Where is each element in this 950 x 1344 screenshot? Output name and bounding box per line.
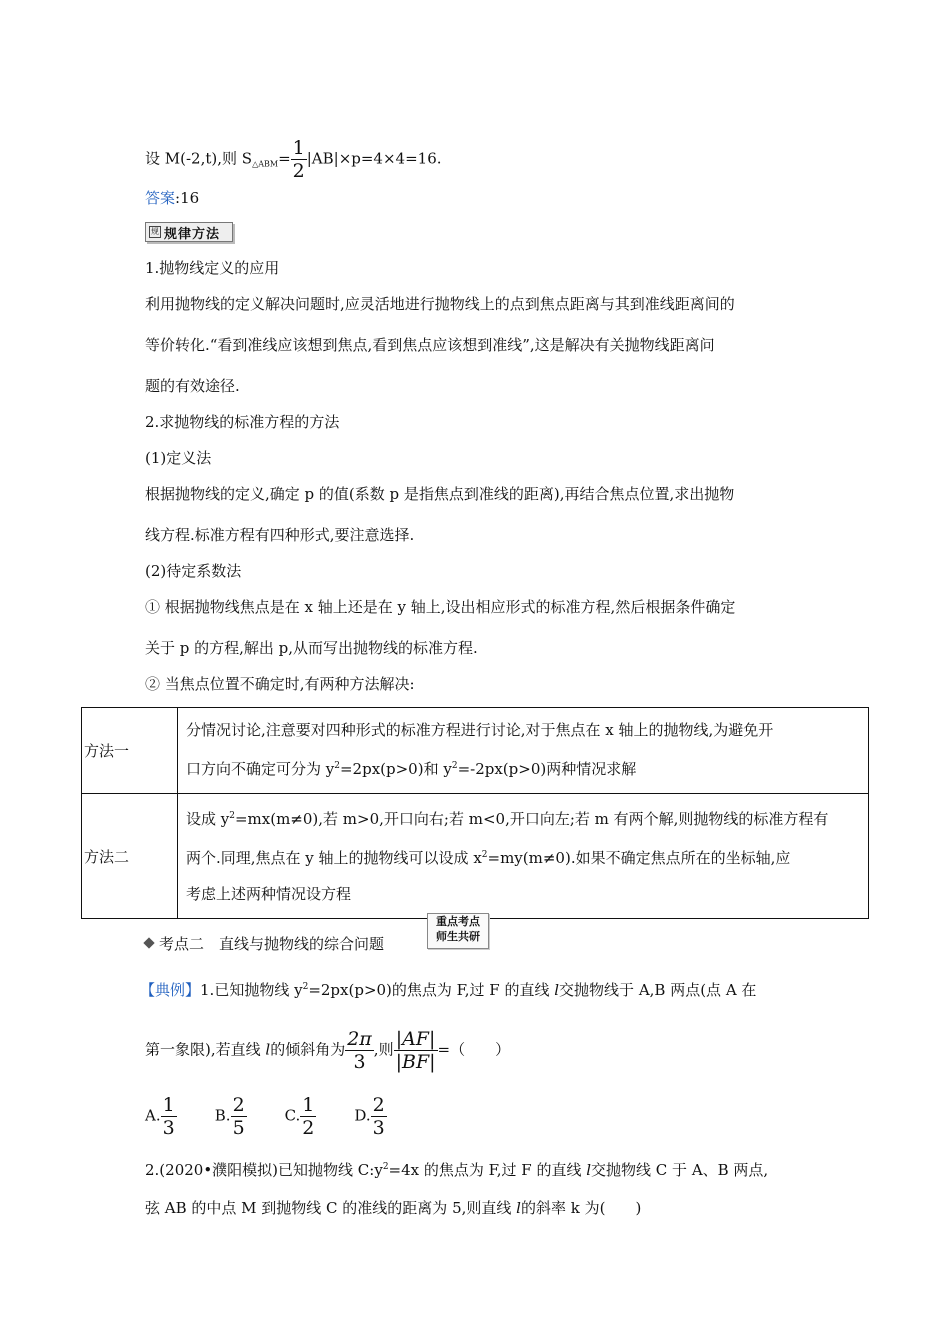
method-two-label: 方法二 bbox=[82, 794, 178, 919]
text-part: 口方向不确定可分为 y bbox=[186, 760, 335, 778]
answer-value: :16 bbox=[175, 189, 200, 207]
method-tag-icon: 规 bbox=[151, 227, 159, 236]
solution-suffix: |AB|×p=4×4=16. bbox=[306, 149, 442, 168]
fraction-denominator: 3 bbox=[372, 1117, 385, 1139]
line-l: l bbox=[554, 981, 560, 999]
fraction-denominator: 2 bbox=[292, 160, 305, 182]
methods-table bbox=[81, 707, 869, 919]
paragraph: 利用抛物线的定义解决问题时,应灵活地进行抛物线上的点到焦点距离与其到准线距离间的 bbox=[145, 295, 735, 313]
line-l: l bbox=[265, 1040, 271, 1059]
paragraph: (1)定义法 bbox=[145, 449, 212, 467]
fraction-numerator: 2π bbox=[347, 1028, 372, 1050]
option-fraction bbox=[300, 1094, 316, 1139]
method-one-line1: 分情况讨论,注意要对四种形式的标准方程进行讨论,对于焦点在 x 轴上的抛物线,为避免开 bbox=[186, 721, 774, 739]
angle-fraction bbox=[345, 1028, 374, 1073]
answer-line bbox=[145, 188, 199, 208]
text-part: =mx(m≠0),若 m>0,开口向右;若 m<0,开口向左;若 m 有两个解,则抛物线的标准方程有 bbox=[234, 810, 829, 828]
section-heading bbox=[145, 933, 384, 954]
paragraph: ① 根据抛物线焦点是在 x 轴上还是在 y 轴上,设出相应形式的标准方程,然后根据条件确定 bbox=[145, 598, 736, 616]
paragraph: 题的有效途径. bbox=[145, 377, 240, 395]
badge-line1: 重点考点 bbox=[436, 915, 480, 928]
superscript: 2 bbox=[229, 811, 235, 821]
solution-line bbox=[145, 137, 442, 182]
text-part: 弦 AB 的中点 M 到抛物线 C 的准线的距离为 5,则直线 bbox=[145, 1199, 517, 1217]
method-two-line2 bbox=[186, 837, 860, 876]
options-line bbox=[145, 1094, 419, 1139]
table-row bbox=[82, 794, 869, 919]
paragraph: 根据抛物线的定义,确定 p 的值(系数 p 是指焦点到准线的距离),再结合焦点位置,求出抛物 bbox=[145, 485, 735, 503]
text-part: 设成 y bbox=[186, 810, 230, 828]
text-part: 第一象限),若直线 bbox=[145, 1040, 266, 1059]
fraction-numerator: 1 bbox=[302, 1094, 315, 1116]
fraction-denominator: 3 bbox=[353, 1051, 366, 1073]
solution-prefix: 设 M(-2,t),则 S bbox=[145, 149, 253, 168]
option-label: A. bbox=[145, 1106, 161, 1125]
text-part: =-2px(p>0)两种情况求解 bbox=[457, 760, 637, 778]
method-one-label: 方法一 bbox=[82, 708, 178, 794]
text-part: =2px(p>0)的焦点为 F,过 F 的直线 bbox=[308, 981, 555, 999]
fraction-denominator: 3 bbox=[162, 1117, 175, 1139]
option-label: C. bbox=[284, 1106, 301, 1125]
text-part: 1.已知抛物线 y bbox=[200, 981, 303, 999]
fraction-denominator: |BF| bbox=[395, 1051, 436, 1073]
method-two-line3: 考虑上述两种情况设方程 bbox=[186, 885, 352, 903]
option-b[interactable] bbox=[215, 1094, 280, 1139]
paragraph: 1.抛物线定义的应用 bbox=[145, 259, 280, 277]
text-part: 2.(2020•濮阳模拟)已知抛物线 C:y bbox=[145, 1161, 383, 1179]
badge-line2: 师生共研 bbox=[436, 930, 480, 943]
diamond-bullet-icon bbox=[143, 937, 154, 948]
option-label: D. bbox=[354, 1106, 371, 1125]
option-fraction bbox=[231, 1094, 247, 1139]
text-part: 两个.同理,焦点在 y 轴上的抛物线可以设成 x bbox=[186, 849, 482, 867]
text-part: 的倾斜角为 bbox=[270, 1040, 346, 1059]
text-part: =（ ） bbox=[437, 1040, 511, 1059]
superscript: 2 bbox=[451, 761, 458, 771]
example-line2 bbox=[145, 1028, 510, 1073]
method-one-content bbox=[178, 708, 869, 794]
method-one-line2 bbox=[186, 748, 860, 787]
text-part: =2px(p>0)和 y bbox=[339, 760, 452, 778]
question2-line1 bbox=[145, 1157, 768, 1180]
paragraph: 关于 p 的方程,解出 p,从而写出抛物线的标准方程. bbox=[145, 639, 478, 657]
paragraph: 2.求抛物线的标准方程的方法 bbox=[145, 413, 340, 431]
method-heading-tag bbox=[145, 222, 233, 242]
line-l: l bbox=[586, 1161, 592, 1179]
example-line1 bbox=[140, 977, 756, 1000]
text-part: 交抛物线 C 于 A、B 两点, bbox=[591, 1161, 769, 1179]
section-title: 考点二 直线与抛物线的综合问题 bbox=[159, 935, 385, 953]
superscript: 2 bbox=[481, 850, 488, 860]
fraction-numerator: 1 bbox=[162, 1094, 175, 1116]
method-two-content bbox=[178, 794, 869, 919]
method-two-line1 bbox=[186, 798, 860, 837]
equals-sign: = bbox=[278, 149, 291, 168]
fraction-denominator: 5 bbox=[232, 1117, 245, 1139]
key-point-badge bbox=[427, 913, 489, 949]
paragraph: ② 当焦点位置不确定时,有两种方法解决: bbox=[145, 675, 415, 693]
fraction-numerator: 2 bbox=[372, 1094, 385, 1116]
text-part: 的斜率 k 为( ) bbox=[520, 1199, 642, 1217]
line-l: l bbox=[516, 1199, 521, 1217]
answer-label: 答案 bbox=[145, 189, 176, 207]
ratio-fraction bbox=[394, 1028, 438, 1073]
superscript: 2 bbox=[334, 761, 340, 771]
paragraph: (2)待定系数法 bbox=[145, 562, 242, 580]
option-label: B. bbox=[214, 1106, 231, 1125]
fraction-numerator: |AF| bbox=[395, 1028, 436, 1050]
fraction-numerator: 1 bbox=[292, 137, 305, 159]
paragraph: 等价转化.“看到准线应该想到焦点,看到焦点应该想到准线”,这是解决有关抛物线距离问 bbox=[145, 336, 715, 354]
triangle-subscript: △ABM bbox=[252, 159, 279, 169]
fraction-numerator: 2 bbox=[232, 1094, 245, 1116]
paragraph: 线方程.标准方程有四种形式,要注意选择. bbox=[145, 526, 415, 544]
superscript: 2 bbox=[382, 1162, 389, 1172]
option-a[interactable] bbox=[145, 1094, 210, 1139]
option-fraction bbox=[161, 1094, 177, 1139]
question2-line2 bbox=[145, 1198, 641, 1218]
fraction-denominator: 2 bbox=[302, 1117, 315, 1139]
option-d[interactable] bbox=[354, 1094, 419, 1139]
text-part: =4x 的焦点为 F,过 F 的直线 bbox=[388, 1161, 587, 1179]
method-tag-text: 规律方法 bbox=[164, 226, 221, 242]
text-part: =my(m≠0).如果不确定焦点所在的坐标轴,应 bbox=[487, 849, 791, 867]
superscript: 2 bbox=[302, 982, 309, 992]
option-fraction bbox=[371, 1094, 387, 1139]
text-part: 交抛物线于 A,B 两点(点 A 在 bbox=[559, 981, 757, 999]
table-row bbox=[82, 708, 869, 794]
option-c[interactable] bbox=[285, 1094, 350, 1139]
half-fraction bbox=[291, 137, 307, 182]
example-tag: 【典例】 bbox=[140, 981, 201, 999]
text-part: ,则 bbox=[373, 1040, 394, 1059]
